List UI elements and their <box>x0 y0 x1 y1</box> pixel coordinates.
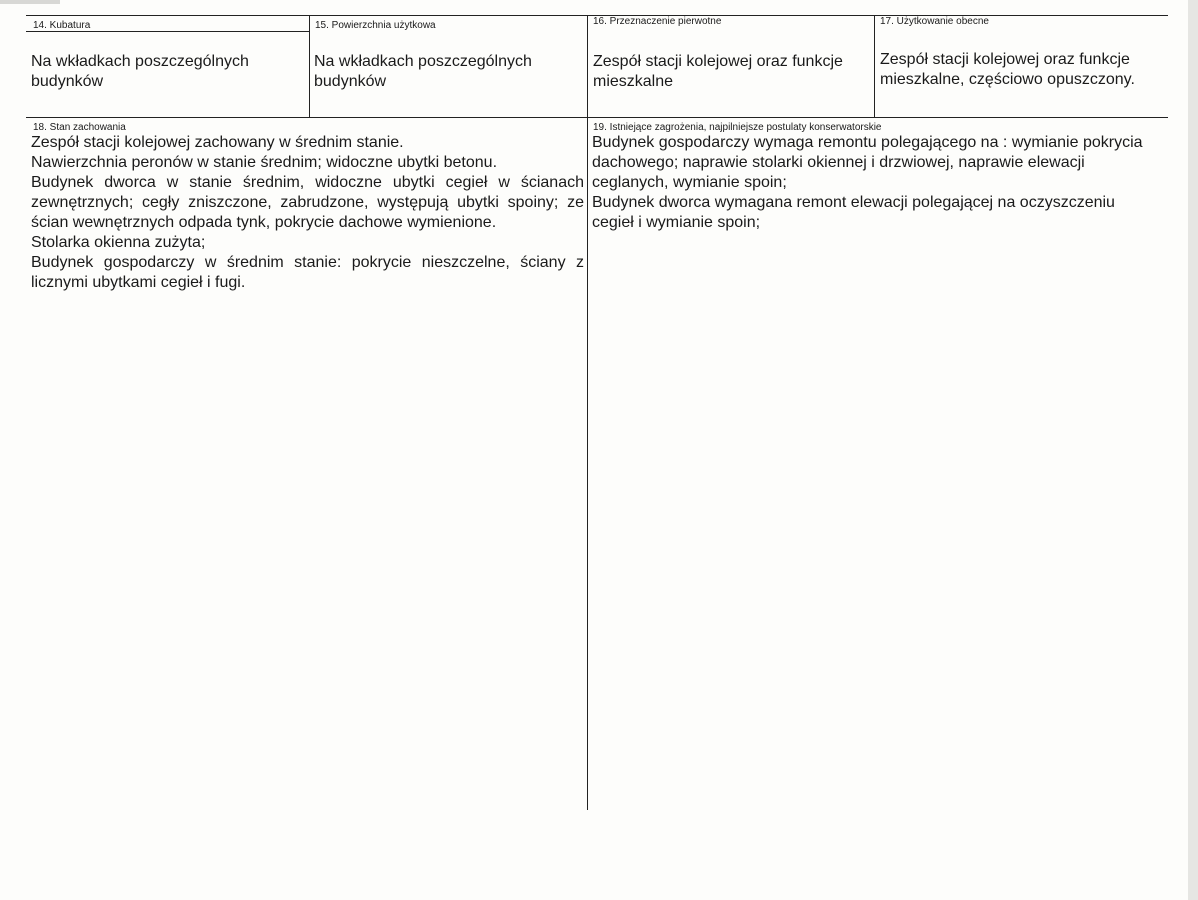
condition-line: Zespół stacji kolejowej zachowany w średnim stanie. <box>31 134 404 151</box>
threats-text <box>592 133 1157 233</box>
field-label-powierzchnia: 15. Powierzchnia użytkowa <box>315 20 436 31</box>
threats-line: Budynek dworca wymagana remont elewacji polegającej na oczyszczeniu cegieł i wymianie spoin; <box>592 194 1115 231</box>
card-edge <box>1188 0 1198 900</box>
field-value-kubatura: Na wkładkach poszczególnych budynków <box>31 53 249 90</box>
condition-line: Stolarka okienna zużyta; <box>31 234 206 251</box>
condition-text <box>31 133 584 293</box>
field-label-uzytkowanie: 17. Użytkowanie obecne <box>880 16 989 27</box>
scan-edge <box>0 0 60 4</box>
middle-border <box>26 117 1168 118</box>
condition-line: Budynek dworca w stanie średnim, widoczne ubytki cegieł w ścianach zewnętrznych; cegły zniszczone, zabrudzone, występują ubytki spoiny; ze ścian wewnętrznych odpada tynk, pokrycie dachowe wymienione. <box>31 174 584 231</box>
section-label-zagrozenia: 19. Istniejące zagrożenia, najpilniejsze postulaty konserwatorskie <box>593 122 882 133</box>
column-divider-3 <box>874 15 875 117</box>
condition-line: Nawierzchnia peronów w stanie średnim; widoczne ubytki betonu. <box>31 154 498 171</box>
field-value-powierzchnia: Na wkładkach poszczególnych budynków <box>314 53 532 90</box>
column-divider-2 <box>587 15 588 810</box>
field-value-uzytkowanie: Zespół stacji kolejowej oraz funkcje mieszkalne, częściowo opuszczony. <box>880 51 1135 88</box>
field-value-przeznaczenie: Zespół stacji kolejowej oraz funkcje mieszkalne <box>593 53 843 90</box>
threats-line: Budynek gospodarczy wymaga remontu polegającego na : wymianie pokrycia dachowego; naprawie stolarki okiennej i drzwiowej, naprawie elewacji ceglanych, wymianie spoin; <box>592 134 1143 191</box>
column-divider-1 <box>309 15 310 117</box>
condition-line: Budynek gospodarczy w średnim stanie: pokrycie nieszczelne, ściany z licznymi ubytkami cegieł i fugi. <box>31 254 584 291</box>
section-label-stan-zachowania: 18. Stan zachowania <box>33 122 126 133</box>
field-label-kubatura: 14. Kubatura <box>33 20 91 31</box>
field-label-przeznaczenie: 16. Przeznaczenie pierwotne <box>593 16 722 27</box>
